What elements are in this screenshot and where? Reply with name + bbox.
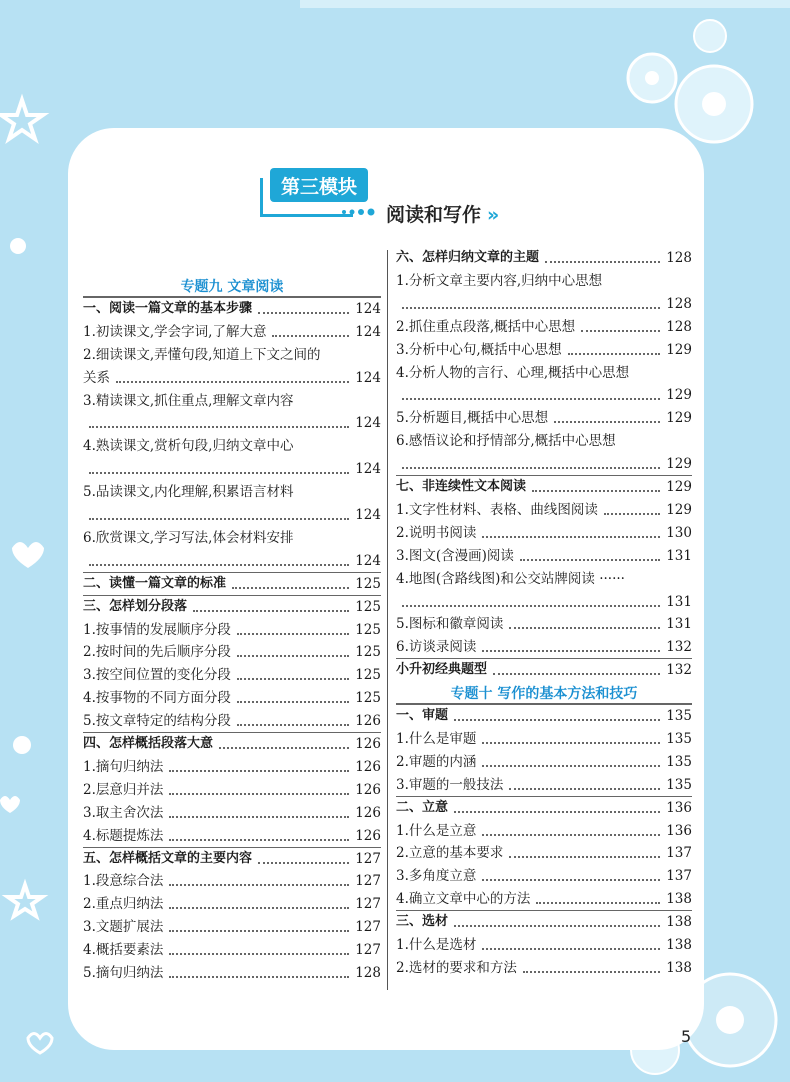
page-ref: 138 bbox=[666, 937, 692, 953]
toc-entry-text: 3.文题扩展法 bbox=[83, 919, 164, 936]
page-ref: 125 bbox=[355, 644, 381, 661]
page-ref: 135 bbox=[666, 776, 692, 793]
dot-leader bbox=[169, 770, 349, 772]
toc-entry[interactable] bbox=[396, 500, 692, 520]
toc-entry-text: 一、审题 bbox=[396, 708, 449, 723]
toc-entry-text: 3.图文(含漫画)阅读 bbox=[396, 547, 514, 564]
toc-entry-text: 5.按文章特定的结构分段 bbox=[83, 713, 231, 730]
toc-entry-text: 5.摘句归纳法 bbox=[83, 965, 164, 981]
dot-leader bbox=[89, 564, 349, 566]
toc-entry[interactable] bbox=[396, 408, 692, 428]
page-ref: 128 bbox=[355, 965, 381, 981]
page-ref: 129 bbox=[666, 456, 692, 473]
toc-heading-entry[interactable] bbox=[396, 248, 692, 268]
dot-leader bbox=[509, 788, 660, 790]
entry-separator bbox=[396, 796, 692, 797]
toc-entry-text: 4.概括要素法 bbox=[83, 942, 164, 959]
dot-leader bbox=[89, 472, 349, 474]
toc-entry-text: 4.按事物的不同方面分段 bbox=[83, 690, 231, 707]
dot-leader bbox=[554, 421, 660, 423]
toc-entry-text: 二、立意 bbox=[396, 799, 449, 815]
toc-heading-entry[interactable] bbox=[83, 299, 381, 319]
page-ref: 135 bbox=[666, 753, 692, 770]
page-ref: 127 bbox=[355, 919, 381, 936]
toc-entry-text: 1.段意综合法 bbox=[83, 873, 164, 890]
page-ref: 126 bbox=[355, 713, 381, 730]
dot-leader bbox=[482, 948, 660, 950]
toc-heading-entry[interactable] bbox=[83, 574, 381, 594]
toc-entry[interactable] bbox=[83, 345, 381, 365]
toc-entry-text: 1.什么是立意 bbox=[396, 822, 477, 839]
module-title-text: 阅读和写作 bbox=[386, 204, 482, 226]
toc-entry-text: 2.重点归纳法 bbox=[83, 896, 164, 913]
toc-entry-text: 三、选材 bbox=[396, 914, 449, 930]
entry-separator bbox=[83, 297, 381, 298]
page-ref: 127 bbox=[355, 850, 381, 867]
toc-entry-text: 5.图标和徽章阅读 bbox=[396, 616, 504, 633]
dot-leader bbox=[169, 976, 349, 978]
toc-heading-entry[interactable] bbox=[396, 798, 692, 818]
entry-separator bbox=[83, 847, 381, 848]
toc-entry-text: 2.层意归并法 bbox=[83, 781, 164, 798]
dot-leader bbox=[169, 953, 349, 955]
dot-leader bbox=[402, 467, 660, 469]
toc-entry[interactable] bbox=[396, 363, 692, 383]
dot-leader bbox=[169, 930, 349, 932]
dot-leader bbox=[169, 839, 349, 841]
dot-leader bbox=[482, 650, 660, 652]
toc-entry-text: 4.标题提炼法 bbox=[83, 827, 164, 844]
toc-heading-entry[interactable] bbox=[396, 477, 692, 497]
page-ref: 128 bbox=[666, 250, 692, 266]
page-ref: 127 bbox=[355, 942, 381, 959]
toc-heading-entry[interactable] bbox=[83, 849, 381, 869]
toc-entry[interactable] bbox=[83, 917, 381, 937]
page-ref: 127 bbox=[355, 873, 381, 890]
heart-icon bbox=[12, 542, 44, 568]
page-ref: 138 bbox=[666, 891, 692, 908]
dot-leader bbox=[89, 426, 349, 428]
toc-entry-text: 2.选材的要求和方法 bbox=[396, 959, 517, 976]
dot-leader bbox=[402, 307, 660, 309]
toc-entry-text: 六、怎样归纳文章的主题 bbox=[396, 250, 540, 265]
toc-entry[interactable] bbox=[396, 454, 692, 474]
toc-entry-text: 三、怎样划分段落 bbox=[83, 598, 188, 614]
toc-entry[interactable] bbox=[83, 963, 381, 983]
page-ref: 125 bbox=[355, 621, 381, 638]
dot-leader bbox=[568, 353, 660, 355]
page-ref: 137 bbox=[666, 845, 692, 862]
dots-decoration bbox=[340, 207, 380, 217]
page-ref: 132 bbox=[666, 639, 692, 656]
page-ref: 131 bbox=[666, 547, 692, 564]
dot-leader bbox=[523, 971, 660, 973]
toc-entry[interactable] bbox=[83, 642, 381, 662]
page-ref: 125 bbox=[355, 575, 381, 592]
toc-entry-text: 七、非连续性文本阅读 bbox=[396, 479, 527, 494]
toc-entry[interactable] bbox=[83, 528, 381, 548]
toc-entry-text: 一、阅读一篇文章的基本步骤 bbox=[83, 300, 253, 316]
page-ref: 126 bbox=[355, 758, 381, 775]
page-ref: 131 bbox=[666, 593, 692, 610]
toc-entry-text: 3.审题的一般技法 bbox=[396, 776, 504, 793]
dot-leader bbox=[482, 834, 660, 836]
entry-separator bbox=[83, 732, 381, 733]
toc-entry-text: 1.什么是选材 bbox=[396, 937, 477, 953]
toc-entry-text: 4.确立文章中心的方法 bbox=[396, 891, 531, 908]
heart-icon bbox=[28, 1034, 52, 1054]
page-ref: 128 bbox=[666, 295, 692, 312]
dot-leader bbox=[258, 862, 349, 864]
dot-leader bbox=[169, 793, 349, 795]
page-ref: 125 bbox=[355, 690, 381, 707]
page-ref: 131 bbox=[666, 616, 692, 633]
entry-separator bbox=[83, 595, 381, 596]
toc-entry[interactable] bbox=[396, 821, 692, 841]
entry-separator bbox=[83, 572, 381, 573]
module-badge: 第三模块 bbox=[270, 168, 368, 202]
dot-leader bbox=[454, 719, 660, 721]
toc-entry[interactable] bbox=[396, 889, 692, 909]
dot-leader bbox=[237, 655, 349, 657]
dot-leader bbox=[482, 742, 660, 744]
toc-entry-text: 1.按事情的发展顺序分段 bbox=[83, 621, 231, 638]
toc-entry-text: 四、怎样概括段落大意 bbox=[83, 736, 214, 751]
toc-entry[interactable] bbox=[396, 569, 692, 589]
toc-entry[interactable] bbox=[396, 637, 692, 657]
dot-leader bbox=[219, 747, 349, 749]
dot-leader bbox=[545, 261, 660, 263]
toc-entry-text: 4.分析人物的言行、心理,概括中心思想 bbox=[396, 364, 630, 381]
dot-leader bbox=[493, 673, 660, 675]
toc-entry[interactable] bbox=[396, 294, 692, 314]
page-ref: 124 bbox=[355, 507, 381, 523]
toc-entry[interactable] bbox=[396, 592, 692, 612]
section-heading: 专题九 文章阅读 bbox=[180, 279, 284, 295]
toc-heading-entry[interactable] bbox=[396, 912, 692, 932]
page-ref: 129 bbox=[666, 479, 692, 495]
toc-entry[interactable] bbox=[83, 803, 381, 823]
page-ref: 137 bbox=[666, 868, 692, 885]
toc-entry-text: 1.初读课文,学会字词,了解大意 bbox=[83, 323, 267, 340]
dot-leader bbox=[520, 559, 660, 561]
toc-entry[interactable] bbox=[396, 958, 692, 978]
toc-entry-text: 6.访谈录阅读 bbox=[396, 639, 477, 656]
star-icon bbox=[1, 100, 43, 139]
toc-entry[interactable] bbox=[83, 551, 381, 571]
toc-entry[interactable] bbox=[83, 757, 381, 777]
dot-leader bbox=[402, 398, 660, 400]
toc-entry-text: 3.取主舍次法 bbox=[83, 804, 164, 821]
page-ref: 129 bbox=[666, 410, 692, 427]
dot-leader bbox=[509, 856, 660, 858]
dot-leader bbox=[402, 605, 660, 607]
dot-leader bbox=[237, 633, 349, 635]
dot-leader bbox=[509, 627, 660, 629]
toc-entry-text: 5.品读课文,内化理解,积累语言材料 bbox=[83, 484, 294, 501]
dot-leader bbox=[237, 724, 349, 726]
flower-icon bbox=[628, 20, 752, 142]
toc-entry[interactable] bbox=[83, 391, 381, 411]
page-ref: 124 bbox=[355, 323, 381, 340]
toc-entry-text: 3.按空间位置的变化分段 bbox=[83, 667, 231, 684]
dot-leader bbox=[237, 701, 349, 703]
toc-entry-text: 3.多角度立意 bbox=[396, 868, 477, 885]
star-icon bbox=[8, 885, 42, 916]
dot-leader bbox=[116, 381, 349, 383]
toc-entry[interactable] bbox=[83, 368, 381, 388]
page-ref: 129 bbox=[666, 387, 692, 404]
toc-entry-text: 4.熟读课文,赏析句段,归纳文章中心 bbox=[83, 438, 294, 455]
toc-heading-entry[interactable] bbox=[83, 734, 381, 754]
toc-heading-entry[interactable] bbox=[396, 706, 692, 726]
toc-entry-text: 1.什么是审题 bbox=[396, 730, 477, 747]
toc-entry-text: 小升初经典题型 bbox=[396, 662, 488, 678]
toc-entry[interactable] bbox=[83, 459, 381, 479]
page-ref: 129 bbox=[666, 341, 692, 358]
dot-leader bbox=[482, 536, 660, 538]
page-ref: 124 bbox=[355, 461, 381, 478]
toc-entry-text: 2.审题的内涵 bbox=[396, 753, 477, 770]
dot-leader bbox=[272, 335, 349, 337]
dot-leader bbox=[581, 330, 660, 332]
entry-separator bbox=[396, 910, 692, 911]
dot-leader bbox=[89, 518, 349, 520]
page-ref: 124 bbox=[355, 300, 381, 317]
dot-leader bbox=[532, 490, 660, 492]
toc-entry[interactable] bbox=[396, 546, 692, 566]
page-ref: 128 bbox=[666, 318, 692, 335]
toc-entry[interactable] bbox=[83, 940, 381, 960]
entry-separator bbox=[396, 658, 692, 659]
toc-entry[interactable] bbox=[396, 752, 692, 772]
dot-leader bbox=[258, 312, 349, 314]
section-heading: 专题十 写作的基本方法和技巧 bbox=[450, 686, 638, 703]
heart-icon bbox=[0, 796, 20, 813]
toc-entry-text: 2.按时间的先后顺序分段 bbox=[83, 644, 231, 661]
toc-entry[interactable] bbox=[396, 317, 692, 337]
page-ref: 132 bbox=[666, 662, 692, 679]
page-ref: 136 bbox=[666, 799, 692, 816]
page-ref: 135 bbox=[666, 708, 692, 724]
column-divider bbox=[387, 250, 388, 990]
dot-leader bbox=[482, 879, 660, 881]
toc-entry[interactable] bbox=[83, 894, 381, 914]
toc-heading-entry[interactable] bbox=[83, 597, 381, 617]
page-ref: 124 bbox=[355, 552, 381, 569]
toc-entry-text: 1.摘句归纳法 bbox=[83, 758, 164, 775]
toc-entry-text: 4.地图(含路线图)和公交站牌阅读 ······ bbox=[396, 570, 625, 587]
dot-leader bbox=[232, 587, 349, 589]
toc-entry[interactable] bbox=[83, 322, 381, 342]
toc-entry[interactable] bbox=[83, 482, 381, 502]
page-ref: 129 bbox=[666, 501, 692, 518]
page-ref: 124 bbox=[355, 369, 381, 386]
toc-entry-text: 6.感悟议论和抒情部分,概括中心思想 bbox=[396, 433, 616, 450]
toc-entry[interactable] bbox=[83, 620, 381, 640]
toc-entry[interactable] bbox=[396, 431, 692, 451]
dot-leader bbox=[169, 907, 349, 909]
toc-entry-text: 3.精读课文,抓住重点,理解文章内容 bbox=[83, 392, 294, 409]
toc-entry-text: 关系 bbox=[83, 369, 110, 386]
module-title bbox=[386, 200, 499, 227]
dot-leader bbox=[169, 816, 349, 818]
toc-entry[interactable] bbox=[83, 505, 381, 525]
toc-entry-text: 2.立意的基本要求 bbox=[396, 845, 504, 862]
toc-entry[interactable] bbox=[396, 271, 692, 291]
sparkle-icon bbox=[13, 736, 31, 754]
toc-entry[interactable] bbox=[83, 665, 381, 685]
page-ref: 125 bbox=[355, 667, 381, 684]
toc-entry[interactable] bbox=[396, 523, 692, 543]
page-ref: 138 bbox=[666, 914, 692, 931]
toc-entry-text: 1.分析文章主要内容,归纳中心思想 bbox=[396, 272, 603, 289]
page-ref: 136 bbox=[666, 822, 692, 839]
page-ref: 125 bbox=[355, 598, 381, 615]
entry-separator bbox=[396, 475, 692, 476]
toc-heading-entry[interactable] bbox=[396, 660, 692, 680]
page-ref: 126 bbox=[355, 804, 381, 821]
toc-entry-text: 二、读懂一篇文章的标准 bbox=[83, 575, 227, 591]
page-ref: 124 bbox=[355, 415, 381, 432]
chevron-right-icon: » bbox=[487, 204, 500, 226]
toc-entry-text: 2.说明书阅读 bbox=[396, 524, 477, 541]
toc-entry[interactable] bbox=[396, 729, 692, 749]
toc-entry[interactable] bbox=[83, 688, 381, 708]
toc-entry[interactable] bbox=[396, 614, 692, 634]
toc-entry[interactable] bbox=[396, 866, 692, 886]
toc-entry[interactable] bbox=[83, 711, 381, 731]
toc-entry-text: 五、怎样概括文章的主要内容 bbox=[83, 850, 253, 866]
dot-leader bbox=[454, 925, 660, 927]
toc-entry[interactable] bbox=[396, 385, 692, 405]
toc-entry-text: 2.抓住重点段落,概括中心思想 bbox=[396, 318, 576, 335]
dot-leader bbox=[169, 884, 349, 886]
dot-leader bbox=[482, 765, 660, 767]
toc-entry[interactable] bbox=[396, 775, 692, 795]
page-ref: 126 bbox=[355, 827, 381, 844]
dot-leader bbox=[536, 902, 660, 904]
page-ref: 135 bbox=[666, 730, 692, 747]
page-ref: 130 bbox=[666, 524, 692, 541]
toc-entry[interactable] bbox=[83, 871, 381, 891]
toc-entry-text: 5.分析题目,概括中心思想 bbox=[396, 410, 549, 427]
dot-leader bbox=[237, 678, 349, 680]
page-ref: 126 bbox=[355, 736, 381, 752]
sparkle-icon bbox=[10, 238, 26, 254]
toc-entry[interactable] bbox=[83, 780, 381, 800]
toc-entry-text: 1.文字性材料、表格、曲线图阅读 bbox=[396, 501, 598, 518]
toc-entry-text: 3.分析中心句,概括中心思想 bbox=[396, 341, 562, 358]
page-ref: 127 bbox=[355, 896, 381, 913]
toc-entry[interactable] bbox=[396, 935, 692, 955]
toc-entry[interactable] bbox=[83, 826, 381, 846]
toc-entry[interactable] bbox=[396, 843, 692, 863]
toc-entry[interactable] bbox=[83, 413, 381, 433]
dot-leader bbox=[193, 610, 349, 612]
entry-separator bbox=[396, 704, 692, 705]
page-ref: 126 bbox=[355, 781, 381, 798]
toc-entry[interactable] bbox=[396, 340, 692, 360]
page-ref: 138 bbox=[666, 959, 692, 976]
page-number: 5 bbox=[681, 1027, 692, 1046]
toc-entry-text: 2.细读课文,弄懂句段,知道上下文之间的 bbox=[83, 346, 321, 363]
toc-entry[interactable] bbox=[83, 436, 381, 456]
toc-entry-text: 6.欣赏课文,学习写法,体会材料安排 bbox=[83, 529, 294, 546]
dot-leader bbox=[604, 513, 660, 515]
dot-leader bbox=[454, 811, 660, 813]
